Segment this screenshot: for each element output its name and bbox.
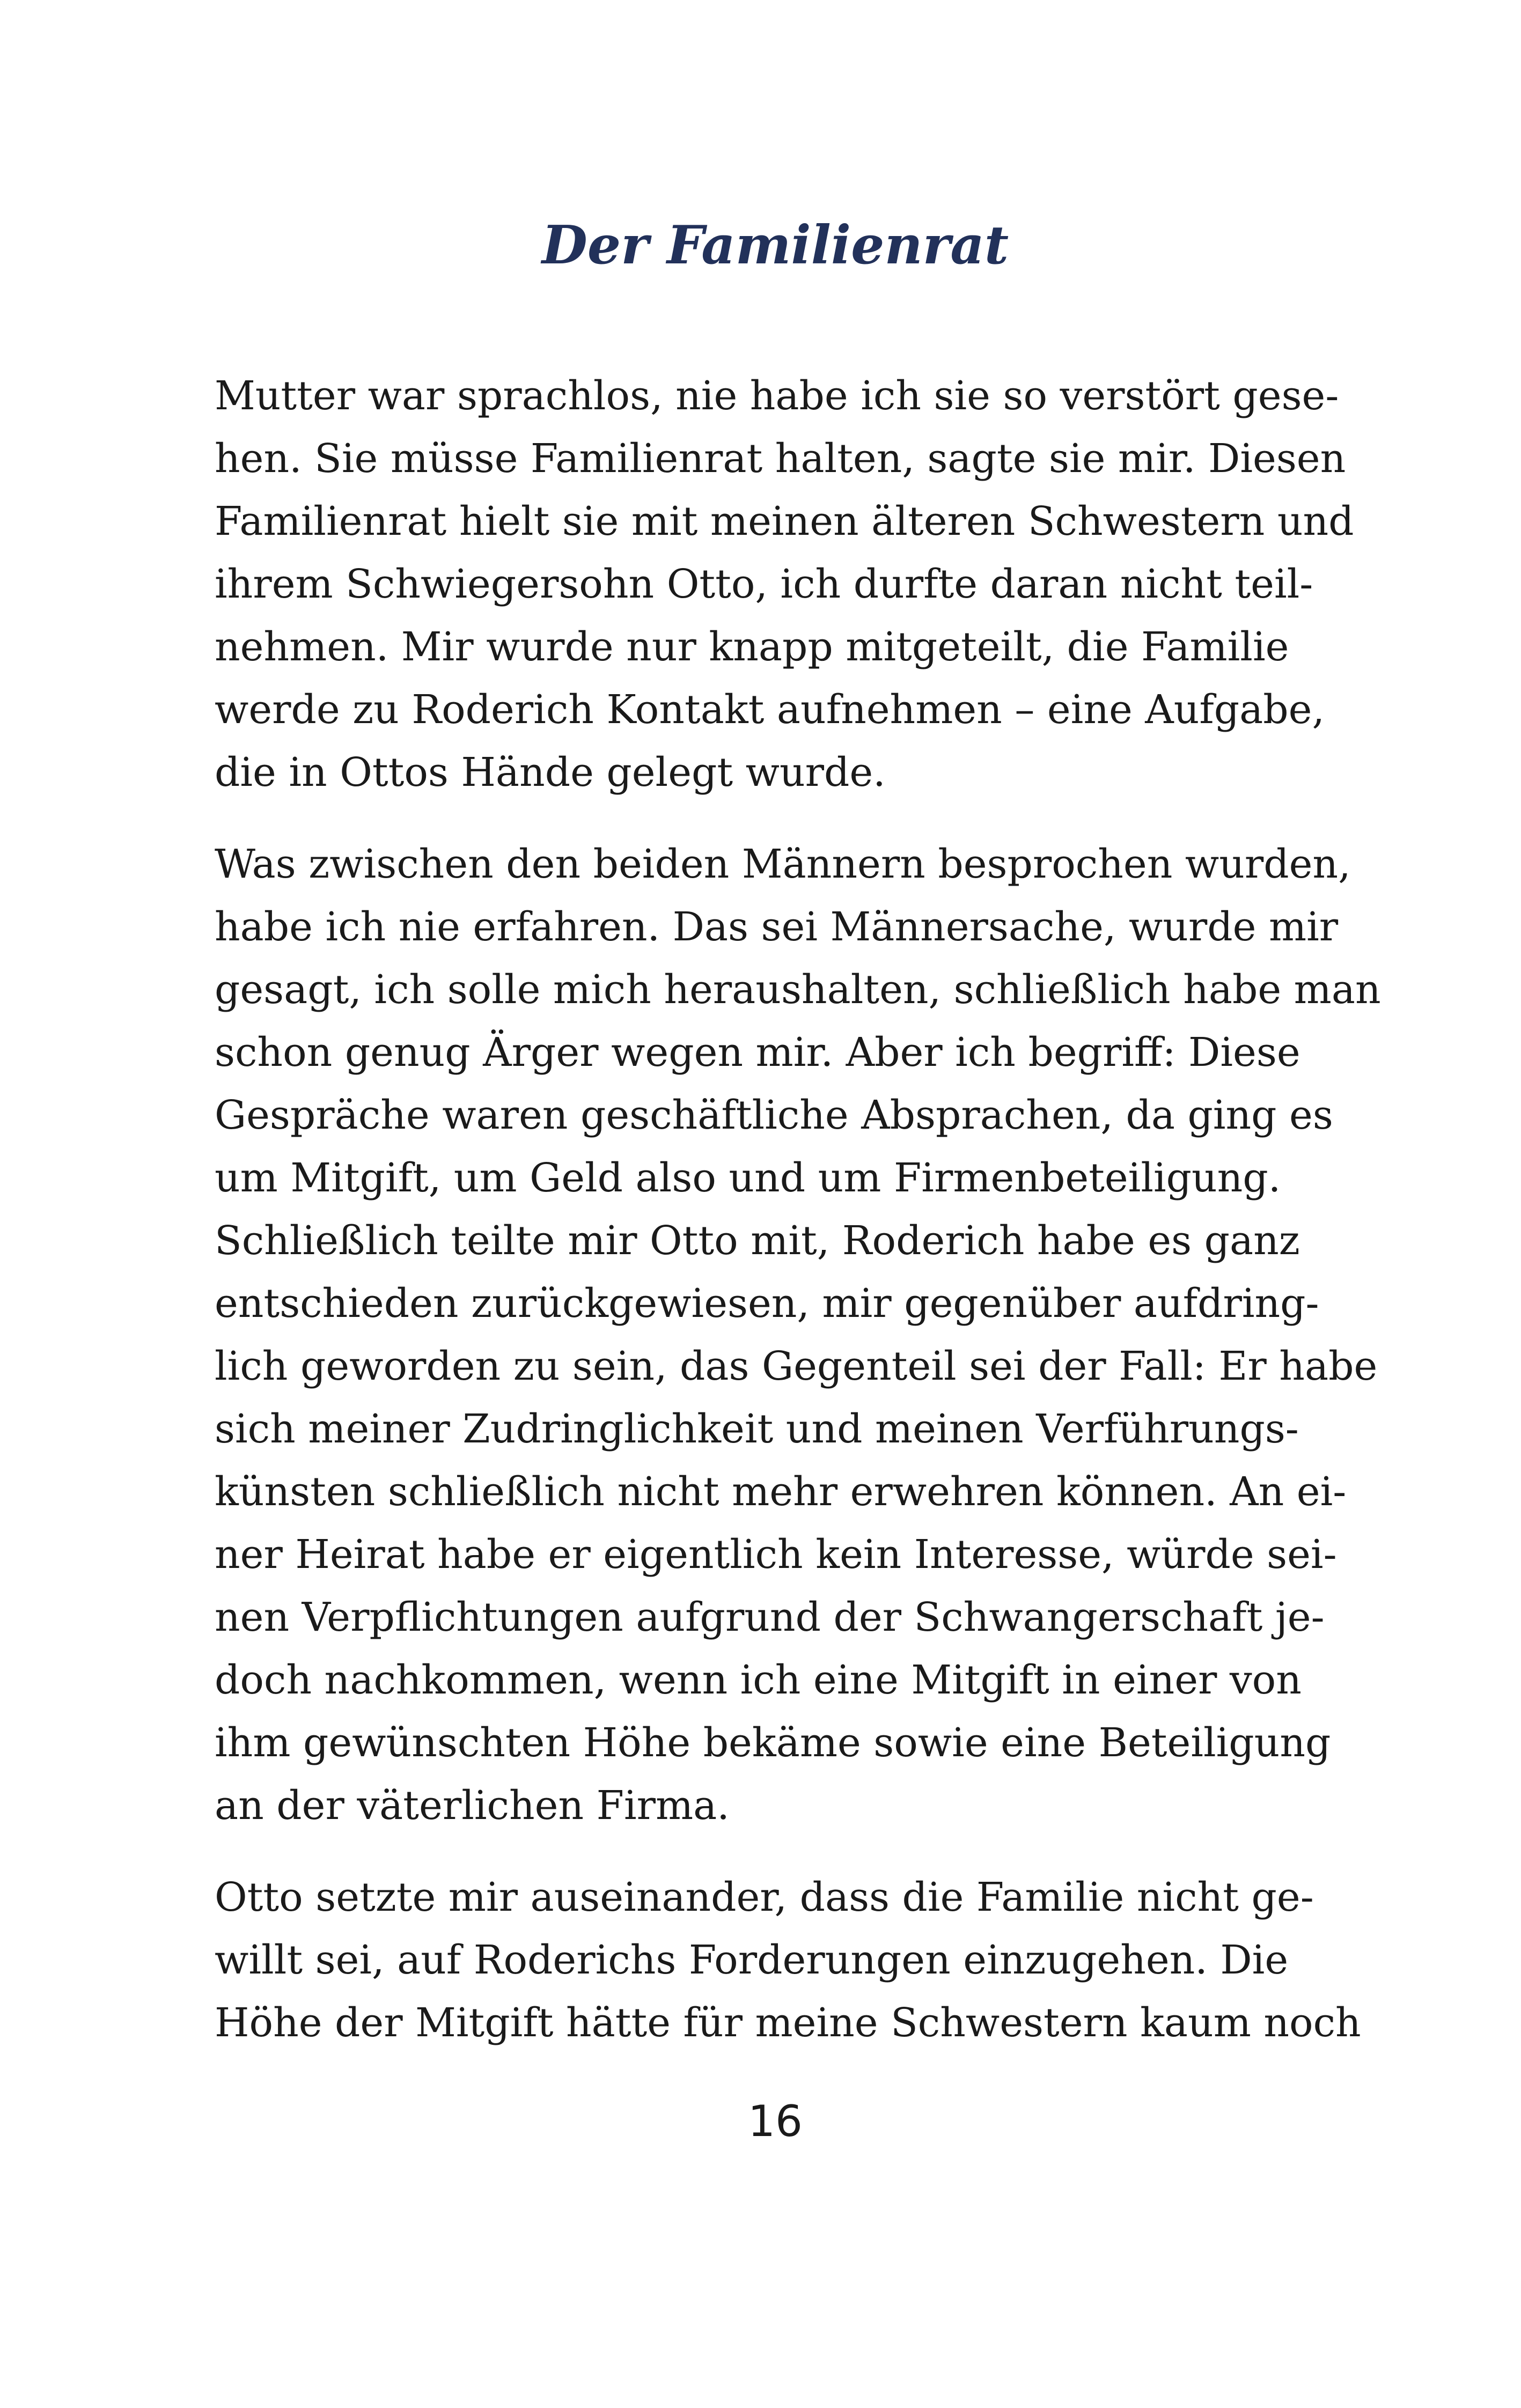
- paragraph: [215, 1866, 1361, 2054]
- text-line: doch nachkommen, wenn ich eine Mitgift in einer von: [215, 1657, 1302, 1703]
- text-line: sich meiner Zudringlichkeit und meinen Verführungs-: [215, 1406, 1299, 1452]
- page-number: 16: [748, 2096, 803, 2146]
- paragraph: [215, 833, 1381, 1837]
- chapter-title: Der Familienrat: [541, 215, 1009, 276]
- text-line: um Mitgift, um Geld also und um Firmenbeteiligung.: [215, 1155, 1281, 1201]
- text-line: hen. Sie müsse Familienrat halten, sagte sie mir. Diesen: [215, 436, 1346, 482]
- text-line: Otto setzte mir auseinander, dass die Familie nicht ge-: [215, 1874, 1314, 1920]
- text-line: nehmen. Mir wurde nur knapp mitgeteilt, die Familie: [215, 624, 1289, 670]
- text-line: werde zu Roderich Kontakt aufnehmen – eine Aufgabe,: [215, 687, 1325, 733]
- text-line: künsten schließlich nicht mehr erwehren können. An ei-: [215, 1469, 1347, 1515]
- text-line: Was zwischen den beiden Männern besprochen wurden,: [215, 841, 1351, 887]
- text-line: Familienrat hielt sie mit meinen älteren Schwestern und: [215, 498, 1354, 544]
- text-line: willt sei, auf Roderichs Forderungen einzugehen. Die: [215, 1937, 1289, 1983]
- text-line: die in Ottos Hände gelegt wurde.: [215, 749, 886, 796]
- text-line: Schließlich teilte mir Otto mit, Roderich habe es ganz: [215, 1218, 1300, 1264]
- body-text: [215, 365, 1381, 2083]
- text-line: Höhe der Mitgift hätte für meine Schwestern kaum noch: [215, 2000, 1361, 2046]
- text-line: Mutter war sprachlos, nie habe ich sie so verstört gese-: [215, 373, 1339, 419]
- text-line: an der väterlichen Firma.: [215, 1783, 730, 1829]
- text-line: habe ich nie erfahren. Das sei Männersache, wurde mir: [215, 904, 1339, 950]
- text-line: ihrem Schwiegersohn Otto, ich durfte daran nicht teil-: [215, 561, 1313, 607]
- text-line: gesagt, ich solle mich heraushalten, schließlich habe man: [215, 967, 1381, 1013]
- text-line: Gespräche waren geschäftliche Absprachen, da ging es: [215, 1092, 1333, 1138]
- text-line: ihm gewünschten Höhe bekäme sowie eine Beteiligung: [215, 1720, 1331, 1766]
- text-line: schon genug Ärger wegen mir. Aber ich begriff: Diese: [215, 1029, 1300, 1076]
- text-line: entschieden zurückgewiesen, mir gegenüber aufdring-: [215, 1280, 1319, 1327]
- text-line: ner Heirat habe er eigentlich kein Interesse, würde sei-: [215, 1531, 1337, 1578]
- text-line: nen Verpflichtungen aufgrund der Schwangerschaft je-: [215, 1594, 1325, 1640]
- paragraph: [215, 365, 1354, 804]
- text-line: lich geworden zu sein, das Gegenteil sei der Fall: Er habe: [215, 1343, 1378, 1389]
